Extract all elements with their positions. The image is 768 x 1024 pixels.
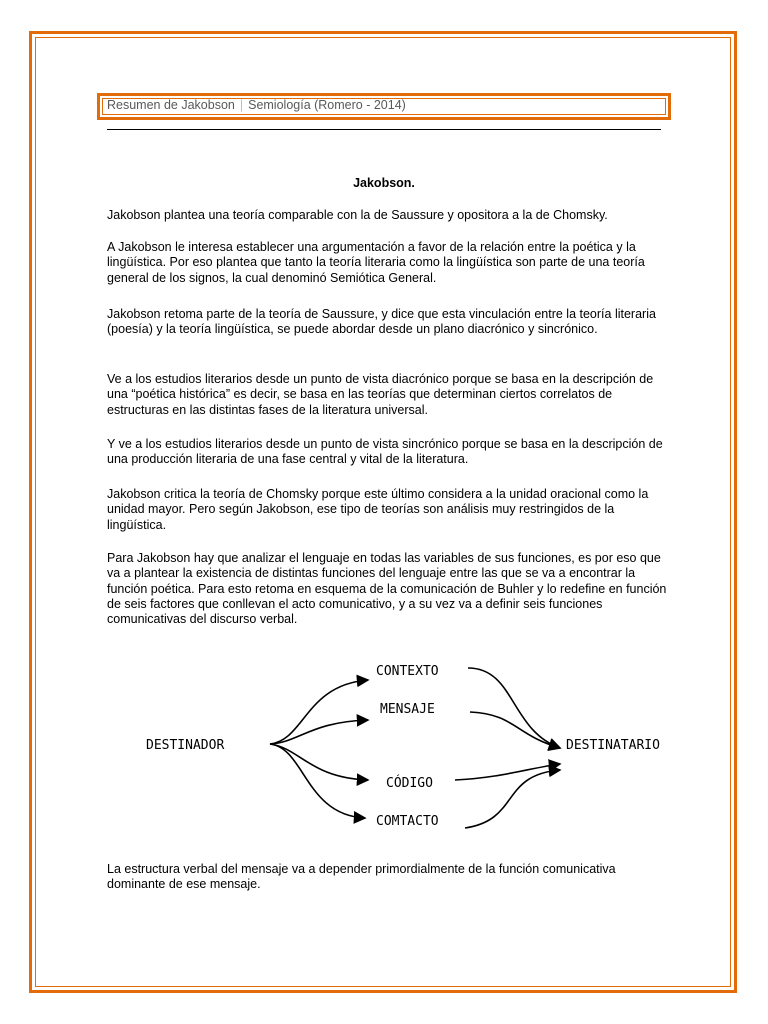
diagram-contexto: CONTEXTO [376,664,439,679]
header-separator: | [239,98,244,112]
arrow-to-mensaje [270,720,368,744]
document-title: Jakobson. [353,176,415,190]
communication-diagram [130,650,700,840]
paragraph-1: Jakobson plantea una teoría comparable con la de Saussure y opositora a la de Chomsky. [107,208,608,222]
header-rule [107,129,661,130]
diagram-destinatario: DESTINATARIO [566,738,660,753]
diagram-destinador: DESTINADOR [146,738,225,753]
diagram-codigo: CÓDIGO [386,776,433,791]
paragraph-6: Jakobson critica la teoría de Chomsky porque este último considera a la unidad oracional como la unidad mayor. Pero según Jakobson, ese tipo de teorías son análisis muy restringidos de la lingüística. [107,487,649,532]
arrow-contexto-to-destinatario [468,668,560,748]
paragraph-4: Ve a los estudios literarios desde un punto de vista diacrónico porque se basa en la descripción de una “poética histórica” es decir, se basa en las teorías que determinan ciertos correlatos de estructuras en las distintas fases de la literatura universal. [107,372,654,417]
arrow-to-codigo [270,744,368,780]
diagram-mensaje: MENSAJE [380,702,435,717]
diagram-comtacto: COMTACTO [376,814,439,829]
arrow-mensaje-to-destinatario [470,712,560,748]
paragraph-8: La estructura verbal del mensaje va a depender primordialmente de la función comunicativa dominante de ese mensaje. [107,862,616,892]
header-right: Semiología (Romero - 2014) [248,98,406,112]
paragraph-7: Para Jakobson hay que analizar el lenguaje en todas las variables de sus funciones, es por eso que va a plantear la existencia de distintas funciones del lenguaje entre las que se va a encontrar la función poética. Para esto retoma en esquema de la comunicación de Buhler y lo redefine en función de seis factores que conllevan el acto comunicativo, y a su vez va a definir seis funciones comunicativas del discurso verbal. [107,551,667,627]
paragraph-5: Y ve a los estudios literarios desde un punto de vista sincrónico porque se basa en la descripción de una producción literaria de una fase central y vital de la literatura. [107,437,663,467]
arrow-to-comtacto [270,744,365,818]
arrow-to-contexto [270,680,368,744]
paragraph-3: Jakobson retoma parte de la teoría de Saussure, y dice que esta vinculación entre la teoría literaria (poesía) y la teoría lingüística, se puede abordar desde un plano diacrónico y sincrónico. [107,307,656,337]
paragraph-2: A Jakobson le interesa establecer una argumentación a favor de la relación entre la poética y la lingüística. Por eso plantea que tanto la teoría literaria como la lingüística son parte de una teoría general de los signos, la cual denominó Semiótica General. [107,240,645,285]
header [107,98,406,112]
header-left: Resumen de Jakobson [107,98,235,112]
